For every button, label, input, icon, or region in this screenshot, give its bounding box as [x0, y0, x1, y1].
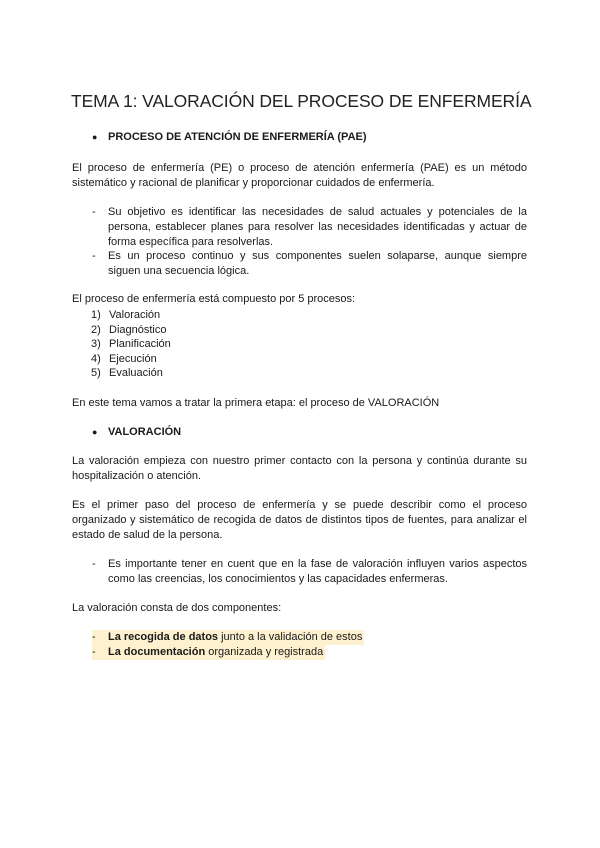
step-label: Planificación [109, 338, 171, 351]
valoracion-para-1: La valoración empieza con nuestro primer contacto con la persona y continúa durante su hospitalización o atención. [72, 455, 527, 482]
step-label: Diagnóstico [109, 323, 167, 336]
list-item [92, 557, 527, 587]
component-item [92, 630, 364, 645]
process-step [91, 337, 171, 352]
component-bold: La recogida de datos [108, 631, 219, 643]
component-item [92, 645, 325, 660]
step-label: Evaluación [109, 367, 163, 380]
process-list-intro: El proceso de enfermería está compuesto por 5 procesos: [72, 293, 356, 305]
process-step [91, 352, 157, 367]
process-step [91, 323, 166, 338]
step-label: Ejecución [109, 352, 157, 365]
list-item [92, 205, 527, 250]
list-item [92, 249, 527, 279]
dash-marker-icon: - [92, 646, 96, 658]
valoracion-para-2: Es el primer paso del proceso de enfermería y se puede describir como el proceso organizado y sistemático de recogida de datos de distintos tipos de fuentes, para analizar el estado de salud de la persona. [72, 499, 527, 541]
section-heading-valoracion [92, 426, 181, 438]
components-intro: La valoración consta de dos componentes: [72, 602, 282, 614]
bullet-dot-icon: ● [92, 427, 98, 437]
section1-closing: En este tema vamos a tratar la primera etapa: el proceso de VALORACIÓN [72, 397, 440, 409]
step-number: 3) [91, 338, 101, 351]
list-item-text: Es un proceso continuo y sus componentes suelen solaparse, aunque siempre siguen una secuencia lógica. [108, 250, 527, 277]
list-item-text: Su objetivo es identificar las necesidades de salud actuales y potenciales de la persona, establecer planes para resolver las necesidades identificadas y actuar de forma específica para resolverlas. [108, 206, 527, 248]
intro-line-2: sistemático y racional de planificar y proporcionar cuidados de enfermería. [72, 177, 435, 189]
dash-marker-icon: - [92, 558, 96, 570]
page-title: TEMA 1: VALORACIÓN DEL PROCESO DE ENFERMERÍA [71, 91, 532, 111]
dash-marker-icon: - [92, 206, 96, 218]
dash-marker-icon: - [92, 631, 96, 643]
component-bold: La documentación [108, 646, 206, 658]
intro-line-1: El proceso de enfermería (PE) o proceso de atención enfermería (PAE) es un método [72, 162, 527, 174]
step-label: Valoración [109, 309, 161, 321]
dash-marker-icon: - [92, 250, 96, 262]
component-rest: organizada y registrada [205, 646, 324, 658]
process-step [91, 308, 160, 323]
bullet-dot-icon: ● [92, 132, 98, 142]
component-rest: junto a la validación de estos [218, 631, 363, 643]
section-heading-text: PROCESO DE ATENCIÓN DE ENFERMERÍA (PAE) [108, 131, 367, 143]
step-number: 5) [91, 367, 101, 380]
section-heading-pae [92, 131, 367, 143]
step-number: 4) [91, 352, 101, 365]
section-heading-text: VALORACIÓN [108, 426, 182, 438]
step-number: 1) [91, 309, 101, 321]
list-item-text: Es importante tener en cuent que en la fase de valoración influyen varios aspectos como las creencias, los conocimientos y las capacidades enfermeras. [108, 558, 527, 585]
process-step [91, 366, 163, 381]
step-number: 2) [91, 323, 101, 336]
